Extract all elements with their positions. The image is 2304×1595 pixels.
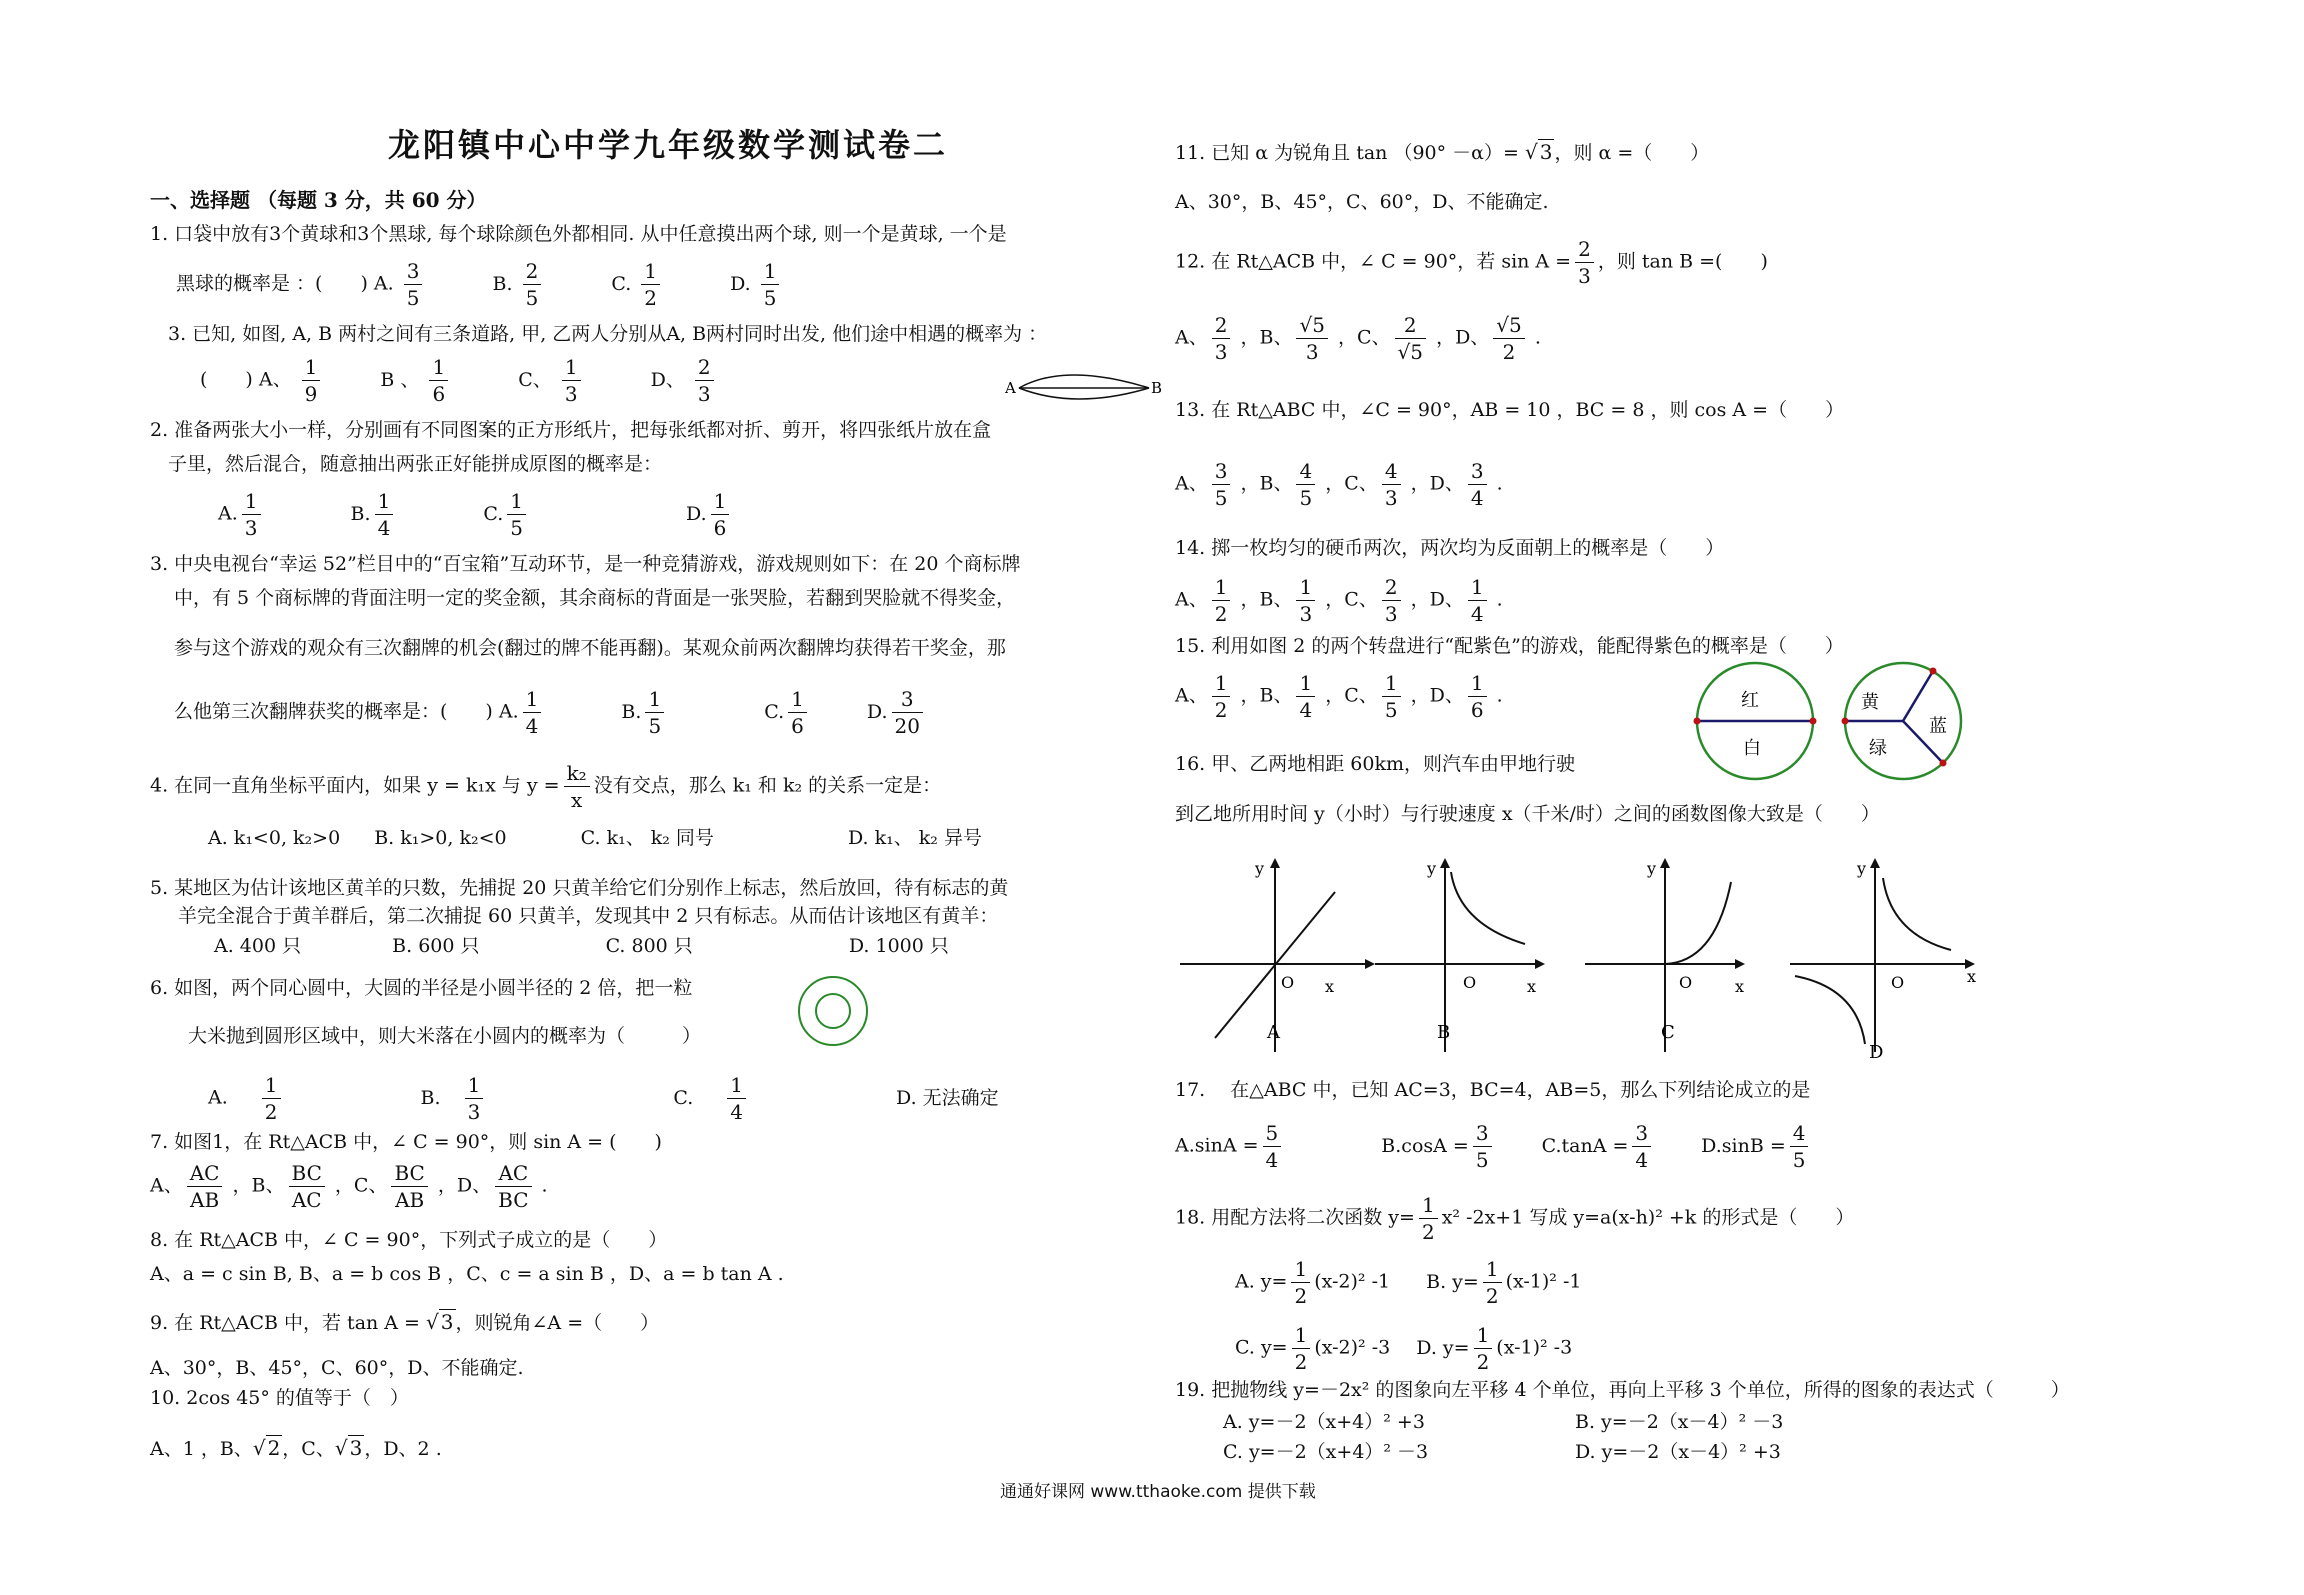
q9-options: A、30°，B、45°，C、60°，D、不能确定. [150,1357,524,1379]
q3b-options: 么他第三次翻牌获奖的概率是：( ) A. $\frac{1}{4}$ B. $\frac{1}{5}$ C. $\frac{1}{6}$ D. $\frac{3}{20}$ [174,686,927,739]
label-b: B [1151,379,1163,397]
spinner-white-label: 白 [1743,738,1761,759]
q13-options: A、 $\frac{3}{5}$ ，B、 $\frac{4}{5}$ ，C、 $\frac{4}{3}$ ，D、 $\frac{3}{4}$ . [1175,459,1503,510]
q4-options: A. k₁<0, k₂>0 B. k₁>0, k₂<0 C. k₁、 k₂ 同号 D. k₁、 k₂ 异号 [208,827,982,849]
roads-diagram [1005,366,1165,410]
graph-a-o: O [1281,973,1295,992]
q2-text1: 2. 准备两张大小一样，分别画有不同图案的正方形纸片，把每张纸都对折、剪开，将四张纸片放在盒 [150,419,992,441]
graph-b-x: x [1527,977,1537,996]
q16-text1: 16. 甲、乙两地相距 60km，则汽车由甲地行驶 [1175,753,1576,775]
q18-options-cd: C. y= $\frac{1}{2}$ (x-2)² -3 D. y= $\frac{1}{2}$ (x-1)² -3 [1235,1323,1573,1374]
q14-text: 14. 掷一枚均匀的硬币两次，两次均为反面朝上的概率是（ ） [1175,537,1725,559]
q3b-text3: 参与这个游戏的观众有三次翻牌的机会(翻过的牌不能再翻)。某观众前两次翻牌均获得若干奖金，那 [174,637,1006,659]
graph-d-x: x [1967,967,1977,986]
q2-options: A. $\frac{1}{3}$ B. $\frac{1}{4}$ C. $\frac{1}{5}$ D. $\frac{1}{6}$ [218,488,733,541]
spinner-diagram [1693,660,1973,782]
q12-options: A、 $\frac{2}{3}$ ，B、 $\frac{√5}{3}$ ，C、 $\frac{2}{√5}$ ，D、 $\frac{√5}{2}$ . [1175,313,1541,364]
q5-text2: 羊完全混合于黄羊群后，第二次捕捉 60 只黄羊，发现其中 2 只有标志。从而估计该地区有黄羊： [178,905,999,927]
q8-text: 8. 在 Rt△ACB 中，∠ C = 90°，下列式子成立的是（ ） [150,1229,668,1251]
q3a-options: ( ) A、 $\frac{1}{9}$ B 、 $\frac{1}{6}$ C、 $\frac{1}{3}$ D、 $\frac{2}{3}$ [200,354,718,407]
q6-text2: 大米抛到圆形区域中，则大米落在小圆内的概率为（ ） [188,1025,702,1047]
q19-option-d: D. y=－2（x－4）² +3 [1575,1441,1781,1463]
q19-text: 19. 把抛物线 y=－2x² 的图象向左平移 4 个单位，再向上平移 3 个单位，所得的图象的表达式（ ） [1175,1379,2070,1401]
label-a: A [1005,379,1016,397]
graph-c-o: O [1679,973,1693,992]
q5-options: A. 400 只 B. 600 只 C. 800 只 D. 1000 只 [214,935,949,957]
q11-options: A、30°，B、45°，C、60°，D、不能确定. [1175,191,1549,213]
spinner-blue-label: 蓝 [1929,716,1947,737]
graph-a-y: y [1255,859,1265,878]
q19-option-b: B. y=－2（x－4）² －3 [1575,1411,1784,1433]
q17-options: A.sinA = $\frac{5}{4}$ B.cosA = $\frac{3}{5}$ C.tanA = $\frac{3}{4}$ D.sinB = $\frac{4}{5}$ [1175,1120,1812,1173]
graph-c-y: y [1647,859,1657,878]
q6-text1: 6. 如图，两个同心圆中，大圆的半径是小圆半径的 2 倍，把一粒 [150,977,693,999]
graph-b [1375,858,1545,1052]
graph-c-x: x [1735,977,1745,996]
footer-credit: 通通好课网 www.tthaoke.com 提供下载 [1000,1482,1316,1502]
graph-d-y: y [1857,859,1867,878]
graph-d [1790,858,1976,1062]
q13-text: 13. 在 Rt△ABC 中，∠C = 90°，AB = 10 ，BC = 8 ，则 cos A =（ ） [1175,399,1845,421]
function-graphs [1175,852,1995,1062]
q10-text: 10. 2cos 45° 的值等于（ ） [150,1387,409,1409]
spinner-red-label: 红 [1741,690,1759,711]
q18-options-ab: A. y= $\frac{1}{2}$ (x-2)² -1 B. y= $\frac{1}{2}$ (x-1)² -1 [1235,1257,1582,1308]
graph-b-y: y [1427,859,1437,878]
graph-b-label: B [1437,1022,1451,1043]
graph-d-o: O [1891,973,1905,992]
graph-a [1180,858,1375,1052]
graph-c [1585,858,1745,1052]
q3a-text: 3. 已知, 如图, A, B 两村之间有三条道路, 甲, 乙两人分别从A, B两村同时出发, 他们途中相遇的概率为 ： [168,323,1048,345]
q17-text: 17. 在△ABC 中，已知 AC=3，BC=4，AB=5，那么下列结论成立的是 [1175,1079,1811,1101]
q3b-text1: 3. 中央电视台“幸运 52”栏目中的“百宝箱”互动环节，是一种竞猜游戏，游戏规则如下：在 20 个商标牌 [150,553,1021,575]
q15-text: 15. 利用如图 2 的两个转盘进行“配紫色”的游戏，能配得紫色的概率是（ ） [1175,635,1844,657]
q4-text: 4. 在同一直角坐标平面内，如果 y = k₁x 与 y = $\frac{\text{k₂}}{x}$ 没有交点，那么 k₁ 和 k₂ 的关系一定是： [150,761,942,812]
q10-options: A、1 ，B、√ 2 ，C、√ 3 ，D、2 . [150,1436,442,1460]
q14-options: A、 $\frac{1}{2}$ ，B、 $\frac{1}{3}$ ，C、 $\frac{2}{3}$ ，D、 $\frac{1}{4}$ . [1175,575,1503,626]
q6-options: A. $\frac{1}{2}$ B. $\frac{1}{3}$ C. $\frac{1}{4}$ D. 无法确定 [208,1073,999,1124]
q19-option-a: A. y=－2（x+4）² +3 [1223,1411,1425,1433]
q1-text: 1. 口袋中放有3个黄球和3个黑球, 每个球除颜色外都相同. 从中任意摸出两个球, 则一个是黄球, 一个是 [150,223,1007,245]
q11-text: 11. 已知 α 为锐角且 tan （90° －α）= √ 3 ，则 α =（ ） [1175,140,1710,164]
graph-d-label: D [1869,1042,1884,1062]
concentric-circles-diagram [795,973,871,1049]
q5-text1: 5. 某地区为估计该地区黄羊的只数，先捕捉 20 只黄羊给它们分别作上标志，然后放回，待有标志的黄 [150,877,1009,899]
q12-text: 12. 在 Rt△ACB 中，∠ C = 90°，若 sin A = $\frac{2}{3}$ ，则 tan B =( ) [1175,237,1768,288]
q19-option-c: C. y=－2（x+4）² －3 [1223,1441,1429,1463]
q7-options: A、 $\frac{AC}{AB}$ ，B、 $\frac{BC}{AC}$ ，C、 $\frac{BC}{AB}$ ，D、 $\frac{AC}{BC}$ . [150,1161,548,1212]
graph-c-label: C [1661,1022,1675,1043]
spinner-green-label: 绿 [1869,738,1887,759]
q15-options: A、 $\frac{1}{2}$ ，B、 $\frac{1}{4}$ ，C、 $\frac{1}{5}$ ，D、 $\frac{1}{6}$ . [1175,671,1503,722]
graph-a-x: x [1325,977,1335,996]
q7-text: 7. 如图1，在 Rt△ACB 中，∠ C = 90°，则 sin A = ( ) [150,1131,662,1153]
graph-b-o: O [1463,973,1477,992]
q18-text: 18. 用配方法将二次函数 y= $\frac{1}{2}$ x² -2x+1 写成 y=a(x-h)² +k 的形式是（ ） [1175,1193,1855,1244]
q16-text2: 到乙地所用时间 y（小时）与行驶速度 x（千米/时）之间的函数图像大致是（ ） [1175,803,1880,825]
q1-options: 黑球的概率是 ：( ) A. $\frac{3}{5}$ B. $\frac{2}{5}$ C. $\frac{1}{2}$ D. $\frac{1}{5}$ [176,258,783,311]
q8-options: A、a = c sin B, B、a = b cos B ，C、c = a sin B ，D、a = b tan A . [150,1263,784,1285]
q3b-text2: 中，有 5 个商标牌的背面注明一定的奖金额，其余商标的背面是一张哭脸，若翻到哭脸就不得奖金， [174,587,1016,609]
page-title: 龙阳镇中心中学九年级数学测试卷二 [388,126,949,164]
q9-text: 9. 在 Rt△ACB 中，若 tan A = √ 3 ，则锐角∠A =（ ） [150,1310,660,1334]
spinner-yellow-label: 黄 [1861,692,1879,713]
graph-a-label: A [1267,1022,1280,1043]
q2-text2: 子里，然后混合，随意抽出两张正好能拼成原图的概率是： [168,453,663,475]
section-heading: 一、选择题 （每题 3 分，共 60 分） [150,188,487,212]
